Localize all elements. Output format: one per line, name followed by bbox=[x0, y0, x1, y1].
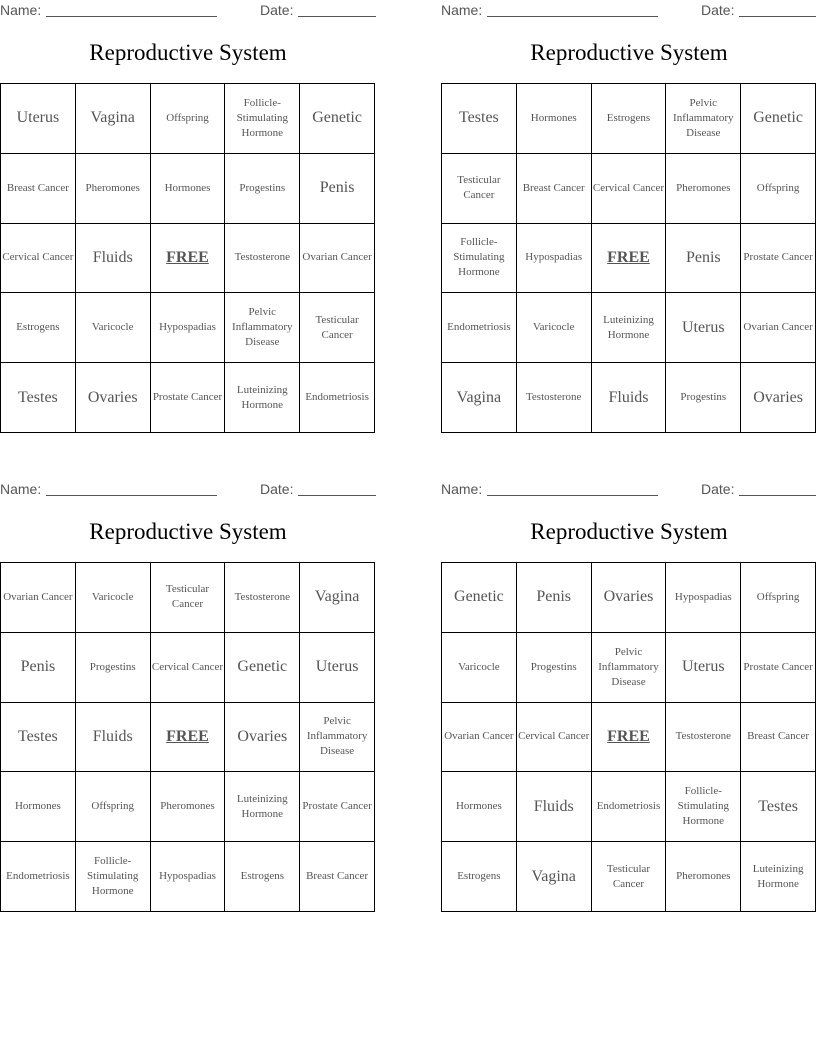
card-header bbox=[441, 479, 816, 501]
bingo-cell[interactable]: Fluids bbox=[592, 363, 667, 433]
bingo-cell[interactable]: Testicular Cancer bbox=[592, 842, 667, 912]
bingo-cell[interactable]: Breast Cancer bbox=[517, 154, 592, 224]
bingo-cell[interactable]: Progestins bbox=[76, 633, 151, 703]
bingo-cell[interactable]: Follicle-Stimulating Hormone bbox=[666, 772, 741, 842]
bingo-cell[interactable]: Pelvic Inflammatory Disease bbox=[225, 293, 300, 363]
bingo-cell[interactable]: Uterus bbox=[300, 633, 375, 703]
bingo-cell[interactable]: Breast Cancer bbox=[1, 154, 76, 224]
bingo-cell[interactable]: Prostate Cancer bbox=[151, 363, 226, 433]
bingo-card-3 bbox=[0, 479, 376, 911]
bingo-cell[interactable]: Hormones bbox=[151, 154, 226, 224]
date-blank-line bbox=[298, 16, 376, 17]
bingo-cell[interactable]: Varicocle bbox=[442, 633, 517, 703]
bingo-cell[interactable]: Endometriosis bbox=[442, 293, 517, 363]
bingo-cell[interactable]: Breast Cancer bbox=[741, 703, 816, 773]
bingo-cell[interactable]: Endometriosis bbox=[300, 363, 375, 433]
bingo-cell[interactable]: Ovaries bbox=[592, 563, 667, 633]
bingo-cell[interactable]: Vagina bbox=[300, 563, 375, 633]
bingo-cell[interactable]: Estrogens bbox=[1, 293, 76, 363]
date-blank-line bbox=[739, 495, 816, 496]
card-title: Reproductive System bbox=[89, 40, 287, 65]
bingo-cell[interactable]: Penis bbox=[1, 633, 76, 703]
free-space-cell[interactable]: FREE bbox=[151, 703, 226, 773]
bingo-cell[interactable]: Hormones bbox=[1, 772, 76, 842]
bingo-cell[interactable]: Progestins bbox=[517, 633, 592, 703]
bingo-cell[interactable]: Testicular Cancer bbox=[442, 154, 517, 224]
card-header bbox=[441, 0, 816, 22]
bingo-cell[interactable]: Pheromones bbox=[666, 842, 741, 912]
bingo-cell[interactable]: Testes bbox=[1, 703, 76, 773]
card-header bbox=[0, 479, 376, 501]
bingo-cell[interactable]: Testosterone bbox=[225, 563, 300, 633]
bingo-cell[interactable]: Ovaries bbox=[741, 363, 816, 433]
bingo-cell[interactable]: Fluids bbox=[76, 224, 151, 294]
bingo-cell[interactable]: Varicocle bbox=[76, 563, 151, 633]
free-space-cell[interactable]: FREE bbox=[151, 224, 226, 294]
bingo-cell[interactable]: Hypospadias bbox=[151, 293, 226, 363]
bingo-grid bbox=[441, 562, 816, 912]
bingo-cell[interactable]: Follicle-Stimulating Hormone bbox=[76, 842, 151, 912]
bingo-cell[interactable]: Varicocle bbox=[76, 293, 151, 363]
bingo-cell[interactable]: Cervical Cancer bbox=[151, 633, 226, 703]
bingo-cell[interactable]: Testosterone bbox=[225, 224, 300, 294]
bingo-cell[interactable]: Ovarian Cancer bbox=[1, 563, 76, 633]
bingo-grid bbox=[441, 83, 816, 433]
date-label: Date: bbox=[701, 481, 735, 497]
bingo-card-2 bbox=[441, 0, 816, 432]
bingo-cell[interactable]: Pheromones bbox=[76, 154, 151, 224]
bingo-cell[interactable]: Ovarian Cancer bbox=[442, 703, 517, 773]
bingo-cell[interactable]: Hypospadias bbox=[666, 563, 741, 633]
name-label: Name: bbox=[441, 481, 483, 497]
bingo-cell[interactable]: Cervical Cancer bbox=[517, 703, 592, 773]
bingo-cell[interactable]: Estrogens bbox=[592, 84, 667, 154]
bingo-cell[interactable]: Prostate Cancer bbox=[741, 633, 816, 703]
name-blank-line bbox=[46, 16, 217, 17]
bingo-cell[interactable]: Testes bbox=[442, 84, 517, 154]
bingo-cell[interactable]: Genetic bbox=[442, 563, 517, 633]
bingo-cell[interactable]: Follicle-Stimulating Hormone bbox=[225, 84, 300, 154]
bingo-cell[interactable]: Luteinizing Hormone bbox=[592, 293, 667, 363]
bingo-cell[interactable]: Uterus bbox=[1, 84, 76, 154]
bingo-cell[interactable]: Ovaries bbox=[225, 703, 300, 773]
bingo-cell[interactable]: Estrogens bbox=[442, 842, 517, 912]
bingo-cell[interactable]: Estrogens bbox=[225, 842, 300, 912]
bingo-cell[interactable]: Penis bbox=[666, 224, 741, 294]
bingo-cell[interactable]: Testes bbox=[1, 363, 76, 433]
bingo-cell[interactable]: Penis bbox=[300, 154, 375, 224]
date-label: Date: bbox=[260, 481, 294, 497]
bingo-cell[interactable]: Genetic bbox=[741, 84, 816, 154]
bingo-cell[interactable]: Luteinizing Hormone bbox=[225, 772, 300, 842]
bingo-cell[interactable]: Hypospadias bbox=[151, 842, 226, 912]
bingo-card-1 bbox=[0, 0, 376, 432]
free-space-cell[interactable]: FREE bbox=[592, 703, 667, 773]
name-blank-line bbox=[46, 495, 217, 496]
bingo-cell[interactable]: Varicocle bbox=[517, 293, 592, 363]
name-label: Name: bbox=[0, 481, 42, 497]
bingo-cell[interactable]: Hormones bbox=[517, 84, 592, 154]
bingo-cell[interactable]: Vagina bbox=[442, 363, 517, 433]
name-blank-line bbox=[487, 495, 658, 496]
bingo-cell[interactable]: Pelvic Inflammatory Disease bbox=[300, 703, 375, 773]
bingo-cell[interactable]: Ovaries bbox=[76, 363, 151, 433]
bingo-cell[interactable]: Endometriosis bbox=[1, 842, 76, 912]
bingo-cell[interactable]: Hypospadias bbox=[517, 224, 592, 294]
card-title: Reproductive System bbox=[530, 519, 728, 544]
bingo-cell[interactable]: Progestins bbox=[225, 154, 300, 224]
bingo-cell[interactable]: Offspring bbox=[741, 154, 816, 224]
bingo-cell[interactable]: Breast Cancer bbox=[300, 842, 375, 912]
bingo-cell[interactable]: Follicle-Stimulating Hormone bbox=[442, 224, 517, 294]
bingo-cell[interactable]: Vagina bbox=[76, 84, 151, 154]
bingo-cell[interactable]: Genetic bbox=[300, 84, 375, 154]
date-blank-line bbox=[298, 495, 376, 496]
bingo-cell[interactable]: Testosterone bbox=[666, 703, 741, 773]
bingo-cell[interactable]: Hormones bbox=[442, 772, 517, 842]
bingo-cell[interactable]: Pheromones bbox=[151, 772, 226, 842]
bingo-cell[interactable]: Uterus bbox=[666, 633, 741, 703]
bingo-cell[interactable]: Offspring bbox=[151, 84, 226, 154]
bingo-cell[interactable]: Offspring bbox=[76, 772, 151, 842]
bingo-cell[interactable]: Testicular Cancer bbox=[300, 293, 375, 363]
bingo-grid bbox=[0, 83, 375, 433]
bingo-cell[interactable]: Uterus bbox=[666, 293, 741, 363]
bingo-cell[interactable]: Pelvic Inflammatory Disease bbox=[666, 84, 741, 154]
bingo-cell[interactable]: Testosterone bbox=[517, 363, 592, 433]
bingo-cell[interactable]: Prostate Cancer bbox=[300, 772, 375, 842]
date-label: Date: bbox=[260, 2, 294, 18]
date-blank-line bbox=[739, 16, 816, 17]
name-label: Name: bbox=[0, 2, 42, 18]
bingo-cell[interactable]: Prostate Cancer bbox=[741, 224, 816, 294]
date-label: Date: bbox=[701, 2, 735, 18]
bingo-cell[interactable]: Luteinizing Hormone bbox=[741, 842, 816, 912]
card-title: Reproductive System bbox=[89, 519, 287, 544]
free-space-cell[interactable]: FREE bbox=[592, 224, 667, 294]
bingo-cell[interactable]: Genetic bbox=[225, 633, 300, 703]
bingo-cell[interactable]: Testicular Cancer bbox=[151, 563, 226, 633]
name-blank-line bbox=[487, 16, 658, 17]
bingo-cell[interactable]: Pheromones bbox=[666, 154, 741, 224]
name-label: Name: bbox=[441, 2, 483, 18]
bingo-cell[interactable]: Progestins bbox=[666, 363, 741, 433]
bingo-cell[interactable]: Ovarian Cancer bbox=[300, 224, 375, 294]
card-title: Reproductive System bbox=[530, 40, 728, 65]
bingo-cell[interactable]: Endometriosis bbox=[592, 772, 667, 842]
bingo-cell[interactable]: Vagina bbox=[517, 842, 592, 912]
bingo-cell[interactable]: Luteinizing Hormone bbox=[225, 363, 300, 433]
bingo-card-4 bbox=[441, 479, 816, 911]
bingo-cell[interactable]: Testes bbox=[741, 772, 816, 842]
bingo-cell[interactable]: Penis bbox=[517, 563, 592, 633]
bingo-grid bbox=[0, 562, 375, 912]
bingo-cell[interactable]: Cervical Cancer bbox=[1, 224, 76, 294]
bingo-cell[interactable]: Pelvic Inflammatory Disease bbox=[592, 633, 667, 703]
bingo-cell[interactable]: Offspring bbox=[741, 563, 816, 633]
card-header bbox=[0, 0, 376, 22]
bingo-cell[interactable]: Cervical Cancer bbox=[592, 154, 667, 224]
bingo-cell[interactable]: Fluids bbox=[517, 772, 592, 842]
bingo-cell[interactable]: Fluids bbox=[76, 703, 151, 773]
bingo-cell[interactable]: Ovarian Cancer bbox=[741, 293, 816, 363]
